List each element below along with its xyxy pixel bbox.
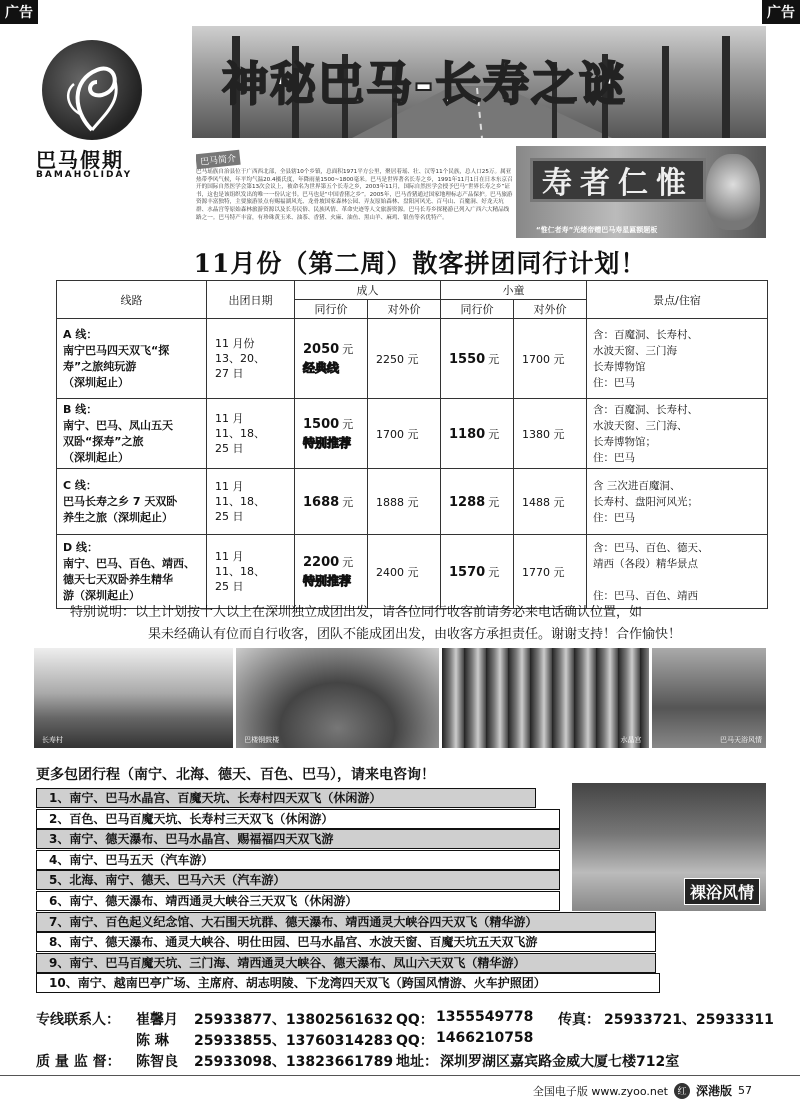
route-cell — [57, 469, 207, 535]
photo-caption: 巴马天浴风情 — [720, 736, 762, 744]
cell-line: 25 日 — [215, 442, 244, 455]
header-date: 出团日期 — [207, 281, 295, 319]
logo-name-cn: 巴马假期 — [36, 148, 124, 172]
photo-caption: 巴楼钢鼓楼 — [244, 736, 280, 744]
cell-line: 11、18、 — [215, 565, 265, 578]
banner-title: 神秘巴马-长寿之谜 — [222, 57, 628, 111]
currency-unit: 元 — [342, 495, 354, 509]
cell-line: 住：巴马 — [593, 451, 635, 464]
route-cell — [57, 535, 207, 609]
cell-line: 含：巴马、百色、德天、 — [593, 541, 709, 554]
child-peer-price — [441, 399, 514, 469]
banner-image — [192, 26, 766, 138]
child-peer-value: 1550 — [449, 351, 486, 367]
recommend-stamp: 特别推荐 — [303, 436, 352, 450]
table-row — [57, 469, 768, 535]
photo-drum-tower — [236, 648, 439, 748]
cell-line — [593, 572, 761, 588]
intro-section — [196, 148, 514, 234]
cell-line: 靖西（各段）精华景点 — [593, 557, 698, 570]
cell-line: 住：巴马 — [593, 511, 635, 524]
ad-label-right: 广告 — [762, 0, 800, 24]
package-item: 10、南宁、越南巴亭广场、主席府、胡志明陵、下龙湾四天双飞（跨国风情游、火车护照团） — [36, 973, 660, 993]
currency-unit: 元 — [488, 565, 500, 579]
package-item: 6、南宁、德天瀑布、靖西通灵大峡谷三天双飞（休闲游） — [36, 891, 560, 911]
adult-peer-value: 2200 — [303, 555, 340, 570]
cell-line: 双卧“探寿”之旅 — [63, 434, 144, 448]
adult-public-price: 2400 元 — [368, 535, 441, 609]
date-cell — [207, 319, 295, 399]
contact-name-2: 陈 琳 — [136, 1033, 169, 1049]
adult-peer-price — [295, 535, 368, 609]
plaque-caption: “惟仁者寿”光绪帝赠巴马寿星匾额题板 — [536, 226, 658, 234]
cell-line: C 线： — [63, 478, 97, 492]
cell-line: 巴马长寿之乡 7 天双卧 — [63, 494, 178, 508]
package-item: 3、南宁、德天瀑布、巴马水晶宫、赐福福四天双飞游 — [36, 829, 560, 849]
cell-line: 27 日 — [215, 367, 244, 380]
spots-cell — [587, 535, 768, 609]
adult-peer-value: 1500 — [303, 417, 340, 432]
currency-unit: 元 — [342, 418, 354, 431]
cell-line: 长寿博物馆 — [593, 360, 646, 373]
plaque-image — [516, 146, 766, 238]
adult-peer-price — [295, 319, 368, 399]
more-tours-title: 更多包团行程（南宁、北海、德天、百色、巴马），请来电咨询！ — [36, 767, 435, 783]
table-header-row — [57, 281, 768, 300]
contact-phone-2: 25933855、13760314283 — [194, 1033, 394, 1049]
plaque-text: 寿者仁惟 — [542, 166, 694, 201]
edition-badge-icon: 红 — [674, 1083, 690, 1099]
qc-phone: 25933098、13823661789 — [194, 1054, 394, 1070]
header-route: 线路 — [57, 281, 207, 319]
child-public-price: 1488 元 — [514, 469, 587, 535]
qc-name: 陈智良 — [136, 1054, 178, 1070]
date-cell — [207, 399, 295, 469]
footer-divider — [0, 1075, 800, 1076]
cell-line: 寿”之旅纯玩游 — [63, 359, 137, 373]
cell-line: 南宁、巴马、百色、靖西、 — [63, 556, 195, 570]
page-number: 57 — [738, 1084, 752, 1097]
cell-line: （深圳起止） — [63, 375, 129, 389]
cell-line: 水波天窗、三门海 — [593, 344, 677, 357]
currency-unit: 元 — [488, 427, 500, 441]
cell-line: 11、18、 — [215, 427, 265, 440]
package-item: 7、南宁、百色起义纪念馆、大石围天坑群、德天瀑布、靖西通灵大峡谷四天双飞（精华游） — [36, 912, 656, 932]
logo-swirl-icon — [42, 40, 142, 140]
schedule-table — [56, 280, 768, 609]
header-adult-peer: 同行价 — [295, 300, 368, 319]
note-line-2: 果未经确认有位而自行收客，团队不能成团出发，由收客方承担责任。谢谢支持！合作愉快！ — [148, 627, 682, 642]
route-cell — [57, 319, 207, 399]
child-peer-price — [441, 319, 514, 399]
adult-public-price: 2250 元 — [368, 319, 441, 399]
cell-line: 11 月 — [215, 550, 244, 563]
package-item: 4、南宁、巴马五天（汽车游） — [36, 850, 560, 870]
spots-cell — [587, 469, 768, 535]
bathing-photo — [572, 783, 766, 911]
recommend-stamp: 特别推荐 — [303, 574, 352, 588]
logo — [28, 38, 178, 188]
cell-line: 13、20、 — [215, 352, 265, 365]
child-public-price: 1700 元 — [514, 319, 587, 399]
fax-label: 传真： — [558, 1012, 600, 1028]
adult-public-price: 1888 元 — [368, 469, 441, 535]
currency-unit: 元 — [488, 495, 500, 509]
adult-peer-value: 2050 — [303, 342, 340, 357]
package-item: 2、百色、巴马百魔天坑、长寿村三天双飞（休闲游） — [36, 809, 560, 829]
table-row — [57, 319, 768, 399]
adult-public-price: 1700 元 — [368, 399, 441, 469]
cell-line: D 线： — [63, 540, 98, 554]
qq-label: QQ： — [396, 1033, 434, 1049]
header-child-peer: 同行价 — [441, 300, 514, 319]
header-adult-public: 对外价 — [368, 300, 441, 319]
footer-site[interactable]: 全国电子版 www.zyoo.net — [532, 1084, 668, 1098]
cell-line: 25 日 — [215, 510, 244, 523]
ad-label-left: 广告 — [0, 0, 38, 24]
plaque-board — [530, 158, 706, 202]
currency-unit: 元 — [342, 343, 354, 356]
logo-name-en: BAMAHOLIDAY — [36, 170, 133, 180]
contact-label: 专线联系人： — [36, 1012, 120, 1028]
child-peer-price — [441, 535, 514, 609]
contact-qq-1: 1355549778 — [436, 1009, 534, 1025]
contact-name-1: 崔馨月 — [136, 1012, 178, 1028]
cell-line: 11、18、 — [215, 495, 265, 508]
note-line-1: 特别说明：以上计划按十人以上在深圳独立成团出发，请各位同行收客前请务必来电话确认位置，如 — [70, 605, 643, 620]
special-note — [70, 602, 770, 646]
cell-line: 南宁巴马四天双飞“探 — [63, 343, 170, 357]
cell-line: 长寿博物馆； — [593, 435, 656, 448]
cell-line: 含：百魔洞、长寿村、 — [593, 328, 698, 341]
qq-label: QQ： — [396, 1012, 434, 1028]
cell-line: 11 月 — [215, 480, 244, 493]
currency-unit: 元 — [488, 352, 500, 366]
package-item: 1、南宁、巴马水晶宫、百魔天坑、长寿村四天双飞（休闲游） — [36, 788, 536, 808]
package-item: 5、北海、南宁、德天、巴马六天（汽车游） — [36, 870, 560, 890]
photo-bathing — [652, 648, 766, 748]
cell-line: 含 三次进百魔洞、 — [593, 479, 681, 492]
cell-line: 水波天窗、三门海、 — [593, 419, 688, 432]
footer — [533, 1082, 752, 1099]
photo-strip — [34, 648, 766, 748]
spots-cell — [587, 399, 768, 469]
cell-line: 游（深圳起止） — [63, 588, 140, 602]
table-row — [57, 399, 768, 469]
currency-unit: 元 — [342, 556, 354, 569]
adult-peer-value: 1688 — [303, 494, 340, 510]
cell-line: 住：巴马 — [593, 376, 635, 389]
footer-edition: 深港版 — [695, 1084, 732, 1098]
table-row — [57, 535, 768, 609]
header-child: 小童 — [441, 281, 587, 300]
spots-cell — [587, 319, 768, 399]
recommend-stamp: 经典线 — [303, 361, 340, 375]
cell-line: （深圳起止） — [63, 450, 129, 464]
adult-peer-price — [295, 469, 368, 535]
cell-line: 11 月 — [215, 412, 244, 425]
photo-crystal-palace — [442, 648, 649, 748]
bathing-label: 裸浴风情 — [684, 878, 760, 905]
header-adult: 成人 — [295, 281, 441, 300]
package-item: 9、南宁、巴马百魔天坑、三门海、靖西通灵大峡谷、德天瀑布、凤山六天双飞（精华游） — [36, 953, 656, 973]
intro-text: 巴马瑶族自治县位于广西西北部，全县辖10个乡镇，总面积1971平方公里，聚居着瑶、壮、汉等11个民族，总人口25万。属亚热带季风气候，年平均气温20.4摄氏度，年降雨量1500~1800毫米。巴马是世界著名长寿之乡，1991年11月1日在日本东京召开的国际自然医学会第13次会议上，被命名为世界第五个长寿之乡，2003年11月，国际自然医学会授予巴马“世界长寿之乡”证书，这也是该组织发出的唯一一份认定书。巴马也是“中国香猪之乡”。2005年，巴马香猪通过国家地理标志产品保护。巴马旅游资源丰富独特，主要旅游景点有赐福湖风光、龙骨坡国家森林公园、弄友原始森林、盘阳河风光、百马山、百魔洞、好龙天坑群、水晶宫等原始森林旅游资源以及长寿民俗、民族风情、革命史迹等人文旅游资源。巴马长寿乡探秘游已列入广西六大精品线路之一。巴马特产丰富，有珍珠黄玉米、油茶、香猪、火麻、油鱼、黑山羊、麻鸡、银鱼等名优特产。 — [196, 169, 513, 221]
photo-caption: 长寿村 — [42, 736, 63, 744]
photo-caption: 水晶宫 — [620, 736, 642, 744]
cell-line: 长寿村、盘阳河风光； — [593, 495, 698, 508]
cell-line: B 线： — [63, 402, 98, 416]
contact-phone-1: 25933877、13802561632 — [194, 1012, 394, 1028]
qc-label: 质 量 监 督： — [36, 1054, 121, 1070]
cell-line: 养生之旅（深圳起止） — [63, 510, 173, 524]
address: 深圳罗湖区嘉宾路金威大厦七楼712室 — [440, 1054, 680, 1070]
adult-peer-price — [295, 399, 368, 469]
child-peer-price — [441, 469, 514, 535]
cell-line: 11 月份 — [215, 337, 255, 350]
intro-tag: 巴马简介 — [196, 150, 241, 170]
elder-portrait — [706, 154, 760, 230]
header-child-public: 对外价 — [514, 300, 587, 319]
date-cell — [207, 469, 295, 535]
fax-number: 25933721、25933311 — [604, 1012, 774, 1028]
child-peer-value: 1570 — [449, 564, 486, 580]
child-public-price: 1770 元 — [514, 535, 587, 609]
cell-line: 25 日 — [215, 580, 244, 593]
header-spots: 景点/住宿 — [587, 281, 768, 319]
cell-line: 含：百魔洞、长寿村、 — [593, 403, 698, 416]
contact-qq-2: 1466210758 — [436, 1030, 534, 1046]
route-cell — [57, 399, 207, 469]
child-peer-value: 1180 — [449, 426, 486, 442]
cell-line: 住：巴马、百色、靖西 — [593, 589, 698, 602]
child-peer-value: 1288 — [449, 494, 486, 510]
cell-line: 德天七天双卧养生精华 — [63, 572, 173, 586]
address-label: 地址： — [396, 1054, 438, 1070]
cell-line: A 线： — [63, 327, 98, 341]
date-cell — [207, 535, 295, 609]
child-public-price: 1380 元 — [514, 399, 587, 469]
plan-title: 11月份（第二周）散客拼团同行计划！ — [193, 249, 647, 278]
photo-longevity-village — [34, 648, 233, 748]
cell-line: 南宁、巴马、凤山五天 — [63, 418, 173, 432]
package-item: 8、南宁、德天瀑布、通灵大峡谷、明仕田园、巴马水晶宫、水波天窗、百魔天坑五天双飞游 — [36, 932, 656, 952]
